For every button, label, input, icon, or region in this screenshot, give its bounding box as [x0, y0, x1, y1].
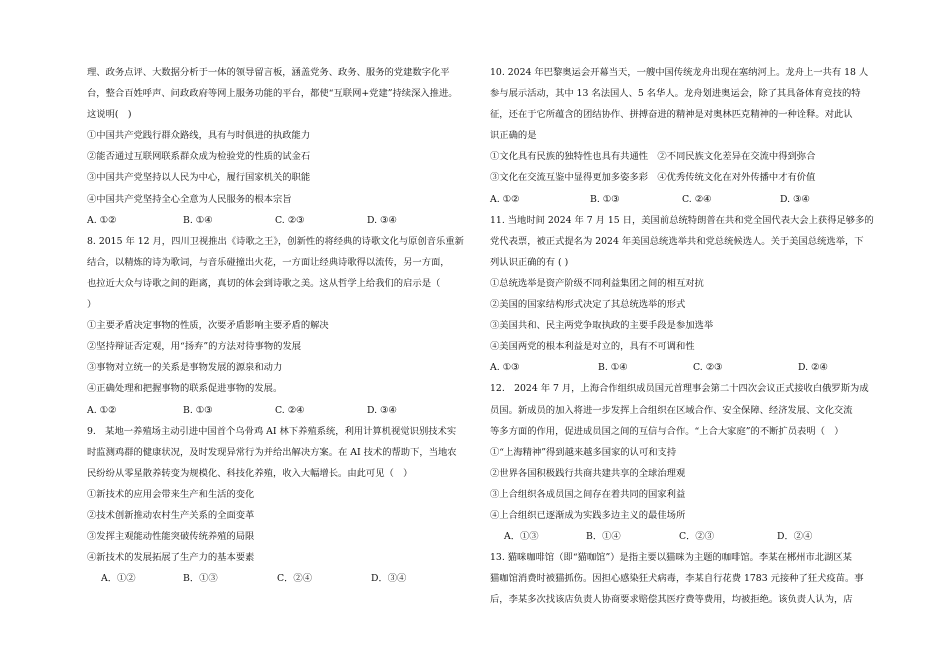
answer-options: [87, 400, 487, 421]
left-column: [87, 62, 487, 589]
question-text-line: 民纷纷从零星散养转变为规模化、科技化养殖，收入大幅增长。由此可见（ ）: [87, 467, 413, 479]
option-b: B. ①③: [590, 193, 620, 205]
option-c: C. ②④: [275, 404, 305, 416]
statement-item: ④美国两党的根本利益是对立的，具有不可调和性: [490, 341, 695, 353]
option-b: B．①④: [586, 531, 621, 543]
option-a: A．①③: [504, 531, 539, 543]
question-10: [490, 62, 890, 210]
question-text-line: 员国。新成员的加入将进一步发挥上合组织在区域合作、安全保障、经济发展、文化交流: [490, 404, 853, 416]
question-text-line: 也拉近大众与诗歌之间的距离，真切的体会到诗歌之美。这从哲学上给我们的启示是（: [87, 277, 441, 289]
question-7: [87, 62, 487, 231]
option-c: C．②③: [679, 531, 715, 543]
option-c: C. ②③: [275, 214, 305, 226]
question-text-line: 9. 某地一养殖场主动引进中国首个乌骨鸡 AI 林下养殖系统，利用计算机视觉识别技术实: [87, 425, 457, 437]
question-text-line: 参与展示活动，其中 13 名法国人、5 名华人。龙舟划进奥运会，除了其具备体育竞技的特: [490, 88, 861, 100]
option-a: A．①②: [101, 573, 136, 585]
option-a: A. ①②: [490, 193, 520, 205]
option-c: C. ②④: [682, 193, 712, 205]
statement-item: ③美国共和、民主两党争取执政的主要手段是参加选举: [490, 320, 714, 332]
question-text-line: 8. 2015 年 12 月，四川卫视推出《诗歌之王》，创新性的将经典的诗歌文化与原创音乐重新: [87, 235, 464, 247]
statement-item: ②技术创新推动农村生产关系的全面变革: [87, 509, 255, 521]
statement-item: ②能否通过互联网联系群众成为检验党的性质的试金石: [87, 151, 311, 163]
option-a: A. ①③: [490, 362, 520, 374]
statement-item: ②世界各国积极践行共商共建共享的全球治理观: [490, 467, 686, 479]
question-text-line: 12. 2024 年 7 月，上海合作组织成员国元首理事会第二十四次会议正式接收白俄罗斯为成: [490, 383, 869, 395]
question-text-line: 等多方面的作用，促进成员国之间的互信与合作。“上合大家庭”的不断扩员表明（ ）: [490, 425, 844, 437]
question-8: [87, 231, 487, 421]
right-column: [490, 62, 890, 610]
option-d: D. ③④: [367, 404, 397, 416]
statement-item: ②坚持辩证否定观，用“扬弃”的方法对待事物的发展: [87, 341, 302, 353]
option-d: D．③④: [371, 573, 407, 585]
statement-item: ①“上海精神”得到越来越多国家的认可和支持: [490, 446, 677, 458]
option-b: B. ①④: [183, 214, 213, 226]
question-text-line: 识正确的是: [490, 130, 537, 142]
question-text-line: 这说明( ): [87, 109, 132, 121]
answer-options: [87, 210, 487, 231]
question-13: [490, 547, 890, 610]
question-text-line: 征，还在于它所蕴含的团结协作、拼搏奋进的精神是对奥林匹克精神的一种诠释。对此认: [490, 109, 853, 121]
statement-item: ①新技术的应用会带来生产和生活的变化: [87, 488, 255, 500]
question-text-line: 10. 2024 年巴黎奥运会开幕当天，一艘中国传统龙舟出现在塞纳河上。龙舟上一共有 18 人: [490, 67, 869, 78]
statement-item: ④中国共产党坚持全心全意为人民服务的根本宗旨: [87, 193, 292, 205]
statement-item: ③中国共产党坚持以人民为中心，履行国家机关的职能: [87, 172, 311, 184]
statement-item: ④上合组织已逐渐成为实践多边主义的最佳场所: [490, 509, 686, 521]
option-b: B. ①④: [598, 362, 628, 374]
statement-item: ④正确处理和把握事物的联系促进事物的发展。: [87, 383, 283, 395]
question-text-line: 时监测鸡群的健康状况，及时发现异常行为并给出解决方案。在 AI 技术的帮助下，当地农: [87, 446, 457, 458]
option-a: A. ①②: [87, 404, 117, 416]
question-text-line: 后，李某多次找该店负责人协商要求赔偿其医疗费等费用，均被拒绝。该负责人认为，店: [490, 594, 853, 606]
statement-item: ④新技术的发展拓展了生产力的基本要素: [87, 552, 255, 564]
statement-item: ①中国共产党践行群众路线，具有与时俱进的执政能力: [87, 130, 311, 142]
question-text-line: 结合，以精炼的诗为歌词，与音乐碰撞出火花，一方面让经典诗歌得以流传，另一方面，: [87, 256, 450, 268]
answer-options: [490, 189, 890, 210]
option-c: C. ②③: [693, 362, 723, 374]
question-text-line: 猫咖馆消费时被猫抓伤。因担心感染狂犬病毒，李某自行花费 1783 元接种了狂犬疫苗。事: [490, 573, 864, 585]
answer-options: [490, 357, 890, 378]
question-text-line: 11. 当地时间 2024 年 7 月 15 日，美国前总统特朗普在共和党全国代表大会上获得足够多的: [490, 214, 874, 226]
question-12: [490, 378, 890, 547]
question-text-line: 列认识正确的有 ( ): [490, 256, 569, 268]
question-text-line: 党代表票，被正式提名为 2024 年美国总统选举共和党总统候选人。关于美国总统选举，下: [490, 235, 864, 247]
question-text-line: 13. 猫咪咖啡馆（即“猫咖馆”）是指主要以猫咪为主题的咖啡馆。李某在郴州市北湖区某: [490, 552, 852, 564]
statement-item: ①总统选举是资产阶级不同利益集团之间的相互对抗: [490, 277, 704, 289]
statement-item: ③上合组织各成员国之间存在着共同的国家利益: [490, 488, 686, 500]
option-b: B. ①③: [183, 404, 213, 416]
question-text-line: ）: [87, 299, 97, 311]
statement-item: ②美国的国家结构形式决定了其总统选举的形式: [490, 299, 686, 311]
answer-options: [87, 568, 487, 589]
statement-item: ①主要矛盾决定事物的性质，次要矛盾影响主要矛盾的解决: [87, 320, 329, 332]
statement-item: ③发挥主观能动性能突破传统养殖的局限: [87, 531, 255, 543]
statement-item: ③事物对立统一的关系是事物发展的源泉和动力: [87, 362, 283, 374]
option-d: D．②④: [777, 531, 813, 543]
option-c: C．②④: [277, 573, 313, 585]
statement-item: ③文化在交流互鉴中显得更加多姿多彩 ④优秀传统文化在对外传播中才有价值: [490, 172, 816, 184]
option-d: D. ②④: [798, 362, 828, 374]
option-b: B．①③: [183, 573, 218, 585]
question-text-line: 理、政务点评、大数据分析于一体的领导留言板，涵盖党务、政务、服务的党建数字化平: [87, 67, 450, 78]
answer-options: [490, 526, 890, 547]
option-d: D. ③④: [367, 214, 397, 226]
option-d: D. ③④: [780, 193, 810, 205]
statement-item: ①文化具有民族的独特性也具有共通性 ②不同民族文化差异在交流中得到弥合: [490, 151, 816, 163]
question-11: [490, 210, 890, 379]
option-a: A. ①②: [87, 214, 117, 226]
question-9: [87, 421, 487, 590]
question-text-line: 台，整合百姓呼声、问政政府等网上服务功能的平台，都使“互联网+党建”持续深入推进。: [87, 88, 458, 100]
